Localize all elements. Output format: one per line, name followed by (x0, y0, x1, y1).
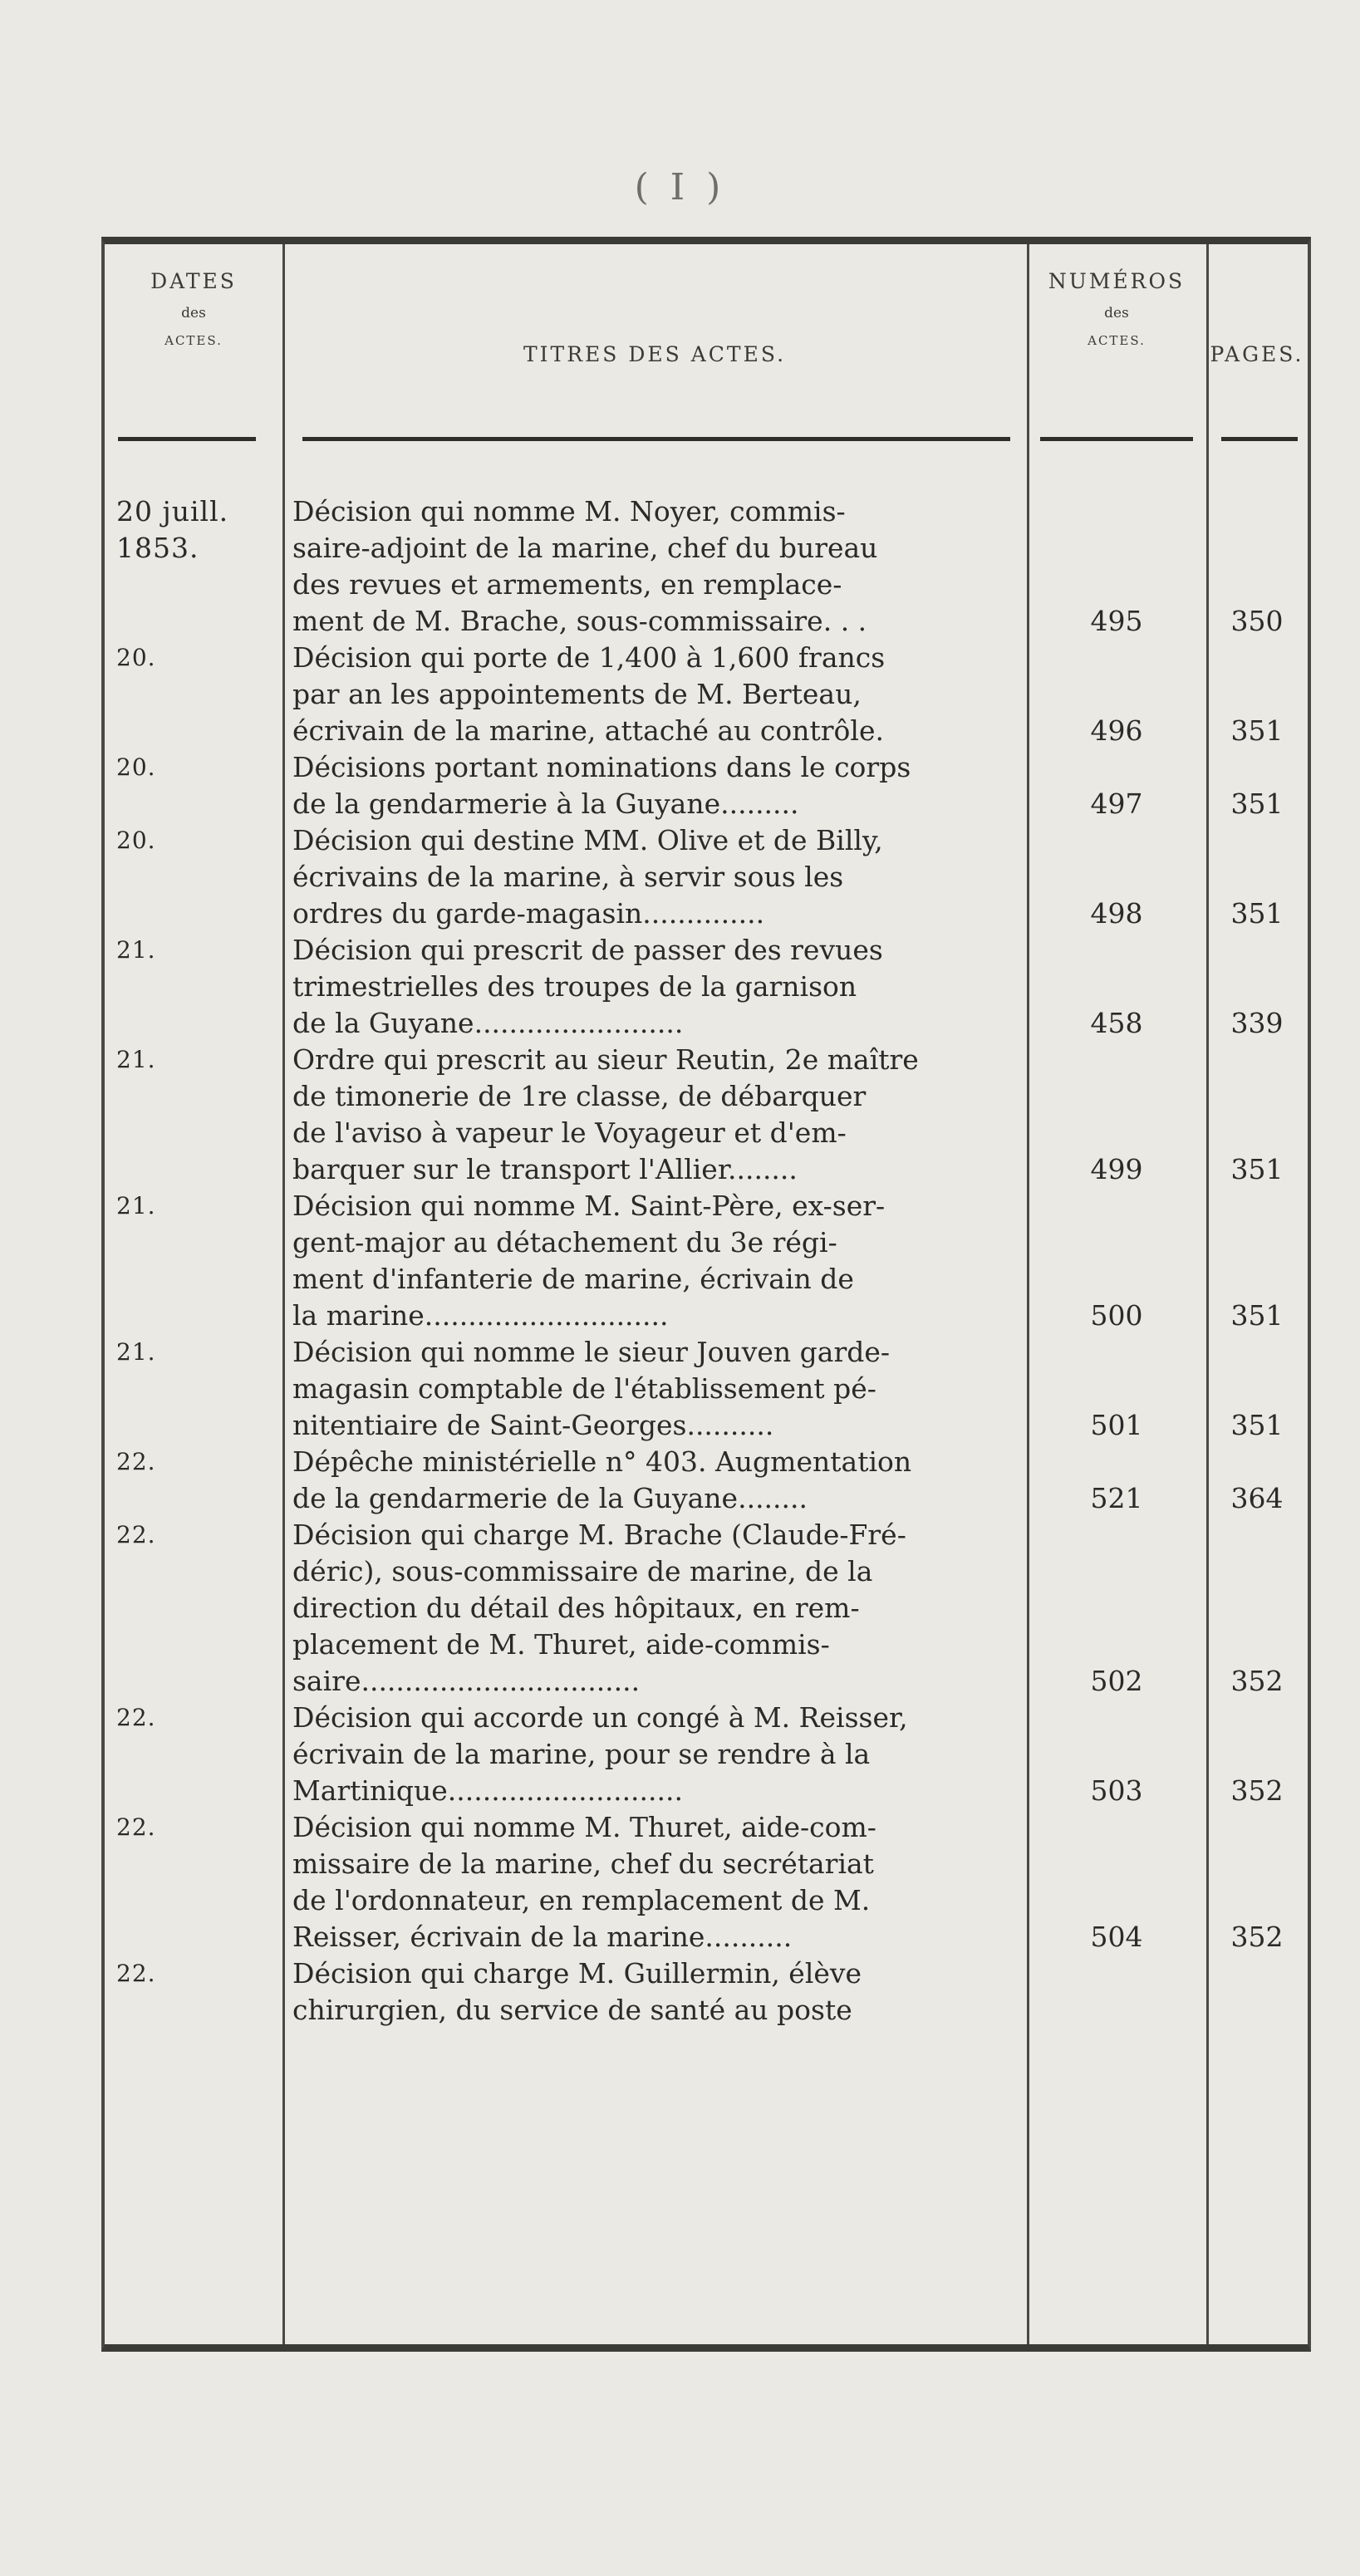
header-dates: DATES des ACTES. (150, 269, 237, 348)
table-row (105, 1955, 1308, 2029)
numero-cell: 502 (1090, 1665, 1143, 1697)
title-cell: Décision qui nomme M. Thuret, aide-com- missaire de la marine, chef du secrétariat de l'ordonnateur, en remplacement de M. Reisser, écrivain de la marine.......... (292, 1811, 876, 1953)
page-cell: 351 (1230, 897, 1284, 930)
numero-cell: 499 (1090, 1153, 1143, 1185)
page-cell: 351 (1230, 1153, 1284, 1185)
header-numeros: NUMÉROS des ACTES. (1048, 269, 1186, 348)
title-cell: Décision qui nomme le sieur Jouven garde- magasin comptable de l'établissement pé- nitentiaire de Saint-Georges.......... (292, 1336, 891, 1441)
title-cell: Décision qui porte de 1,400 à 1,600 francs par an les appointements de M. Berteau, écrivain de la marine, attaché au contrôle. (292, 641, 886, 747)
date-cell: 22. (116, 1704, 156, 1731)
numero-cell: 504 (1090, 1921, 1143, 1953)
numero-cell: 503 (1090, 1774, 1143, 1807)
numero-cell: 496 (1090, 714, 1143, 747)
date-cell: 21. (116, 1338, 156, 1366)
table-row (105, 1444, 1308, 1517)
header-rule (302, 437, 1010, 441)
title-cell: Décisions portant nominations dans le corps de la gendarmerie à la Guyane......... (292, 751, 911, 820)
header-pages: PAGES. (1210, 342, 1304, 366)
page-cell: 364 (1230, 1482, 1284, 1514)
date-cell: 22. (116, 1960, 156, 1987)
title-cell: Décision qui nomme M. Noyer, commis- saire-adjoint de la marine, chef du bureau des revues et armements, en remplace- ment de M. Brache, sous-commissaire. . . (292, 495, 878, 637)
page-cell: 351 (1230, 788, 1284, 820)
header-rule (118, 437, 256, 441)
page-cell: 352 (1230, 1665, 1284, 1697)
page-cell: 350 (1230, 605, 1284, 637)
table-row (105, 1042, 1308, 1188)
title-cell: Décision qui destine MM. Olive et de Billy, écrivains de la marine, à servir sous les ordres du garde-magasin.............. (292, 824, 883, 930)
date-cell: 22. (116, 1813, 156, 1841)
date-cell: 21. (116, 1046, 156, 1073)
date-cell: 20. (116, 753, 156, 781)
date-cell: 22. (116, 1521, 156, 1548)
table-row (105, 932, 1308, 1042)
header-rule (1040, 437, 1193, 441)
date-cell: 21. (116, 936, 156, 964)
table-row (105, 749, 1308, 822)
acts-table (101, 237, 1311, 2352)
table-row (105, 1188, 1308, 1334)
title-cell: Décision qui charge M. Brache (Claude-Fré- déric), sous-commissaire de marine, de la direction du détail des hôpitaux, en rem- placement de M. Thuret, aide-commis- saire................................ (292, 1519, 906, 1697)
numero-cell: 500 (1090, 1299, 1143, 1332)
table-body (105, 493, 1308, 2029)
table-row (105, 493, 1308, 640)
table-row (105, 1809, 1308, 1955)
page-cell: 351 (1230, 1299, 1284, 1332)
page-cell: 351 (1230, 714, 1284, 747)
table-row (105, 1700, 1308, 1809)
date-cell: 20. (116, 827, 156, 854)
page-cell: 352 (1230, 1774, 1284, 1807)
title-cell: Décision qui charge M. Guillermin, élève chirurgien, du service de santé au poste (292, 1957, 862, 2026)
title-cell: Dépêche ministérielle n° 403. Augmentation de la gendarmerie de la Guyane........ (292, 1445, 912, 1514)
page-number: ( I ) (634, 166, 726, 209)
page-cell: 351 (1230, 1409, 1284, 1441)
header-rule (1221, 437, 1298, 441)
numero-cell: 501 (1090, 1409, 1143, 1441)
title-cell: Décision qui accorde un congé à M. Reisser, écrivain de la marine, pour se rendre à la Martinique........................... (292, 1701, 908, 1807)
date-cell: 20 juill. 1853. (116, 495, 229, 564)
page-cell: 339 (1230, 1007, 1284, 1039)
header-titres: TITRES DES ACTES. (523, 342, 787, 366)
table-row (105, 822, 1308, 932)
numero-cell: 458 (1090, 1007, 1143, 1039)
title-cell: Ordre qui prescrit au sieur Reutin, 2e maître de timonerie de 1re classe, de débarquer de l'aviso à vapeur le Voyageur et d'em- barquer sur le transport l'Allier........ (292, 1043, 919, 1185)
table-row (105, 1517, 1308, 1700)
date-cell: 21. (116, 1192, 156, 1219)
numero-cell: 495 (1090, 605, 1143, 637)
page-cell: 352 (1230, 1921, 1284, 1953)
title-cell: Décision qui nomme M. Saint-Père, ex-ser- gent-major au détachement du 3e régi- ment d'infanterie de marine, écrivain de la marine............................ (292, 1190, 886, 1332)
numero-cell: 497 (1090, 788, 1143, 820)
title-cell: Décision qui prescrit de passer des revues trimestrielles des troupes de la garnison de la Guyane........................ (292, 934, 883, 1039)
date-cell: 20. (116, 644, 156, 671)
numero-cell: 498 (1090, 897, 1143, 930)
numero-cell: 521 (1090, 1482, 1143, 1514)
table-row (105, 1334, 1308, 1444)
table-row (105, 640, 1308, 749)
date-cell: 22. (116, 1448, 156, 1475)
